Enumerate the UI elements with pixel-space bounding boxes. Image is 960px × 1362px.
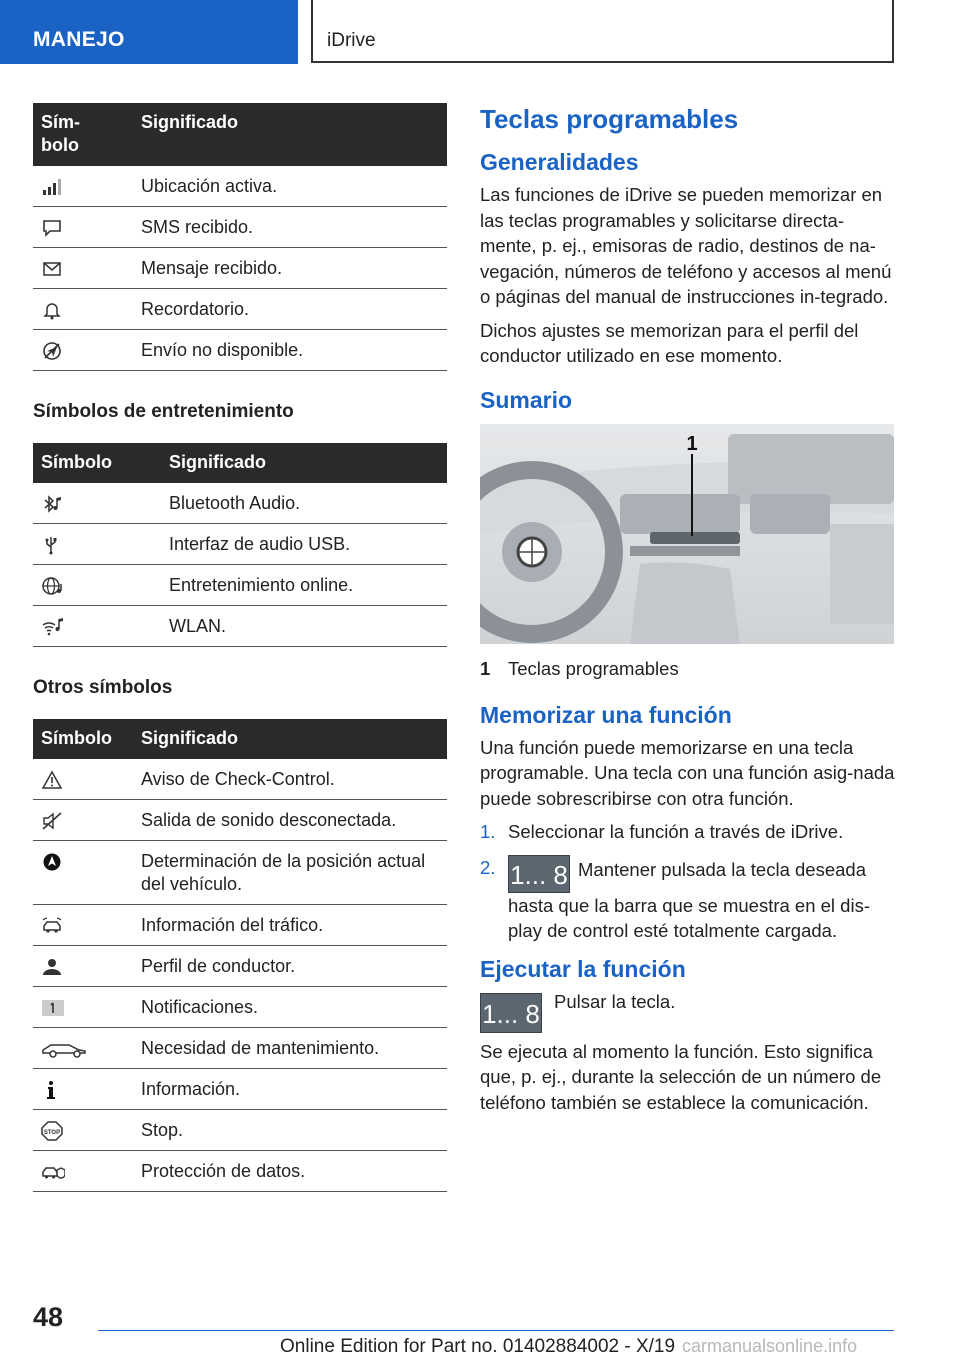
entertainment-symbols-table [33, 443, 447, 647]
table-row [33, 166, 447, 207]
car-service-icon [41, 1039, 89, 1059]
chapter-tab [311, 0, 894, 63]
row-text: Bluetooth Audio. [161, 483, 447, 524]
column-header-symbol: Sím- bolo [33, 103, 133, 166]
summary-heading: Sumario [480, 386, 573, 413]
row-text: Entretenimiento online. [161, 565, 447, 606]
row-text: Stop. [133, 1110, 447, 1151]
bluetooth-audio-icon [41, 494, 65, 514]
row-text: Salida de sonido desconectada. [133, 800, 447, 841]
footer-edition: Online Edition for Part no. 01402884002 - X/19 [280, 1336, 676, 1357]
table-row [33, 524, 447, 565]
row-text: Aviso de Check-Control. [133, 759, 447, 800]
table-row [33, 1028, 447, 1069]
table-row [33, 207, 447, 248]
favorite-key-icon: 1... 8 [480, 993, 542, 1033]
table-row [33, 330, 447, 371]
section-title: MANEJO [33, 28, 125, 51]
figure-caption [480, 658, 898, 680]
table-row [33, 905, 447, 946]
caption-number: 1 [480, 657, 491, 679]
page-number: 48 [33, 1302, 64, 1332]
row-text: Perfil de conductor. [133, 946, 447, 987]
step-text: Seleccionar la función a través de iDrive. [508, 821, 844, 842]
table-row [33, 800, 447, 841]
column-header-meaning: Significado [161, 443, 447, 483]
table-row [33, 248, 447, 289]
step-number: 1. [480, 821, 496, 842]
right-column [480, 100, 898, 1123]
step-number: 2. [480, 856, 496, 878]
store-paragraph: Una función puede memorizarse en una tecla programable. Una tecla con una función asig-nada puede sobrescribirse con otra función. [480, 736, 895, 809]
row-text: Información del tráfico. [133, 905, 447, 946]
store-heading: Memorizar una función [480, 701, 732, 728]
bell-icon [41, 300, 65, 320]
send-disabled-icon [41, 341, 65, 361]
column-header-symbol: Símbolo [33, 719, 133, 759]
general-paragraph: Las funciones de iDrive se pueden memorizar en las teclas programables y solicitarse directa-mente, p. ej., emisoras de radio, destinos de na-vegación, números de teléfono y accesos al menú o páginas del manual de instrucciones in-tegrado. [480, 184, 892, 307]
chapter-title: iDrive [327, 30, 376, 51]
table-row [33, 759, 447, 800]
row-text: Interfaz de audio USB. [161, 524, 447, 565]
row-text: Mensaje recibido. [133, 248, 447, 289]
table-row [33, 1151, 447, 1192]
row-text: Notificaciones. [133, 987, 447, 1028]
stop-sign-icon [41, 1121, 65, 1141]
navigation-arrow-icon [41, 852, 65, 872]
warning-triangle-icon [41, 770, 65, 790]
run-paragraph: Pulsar la tecla. [554, 990, 676, 1012]
table-row [33, 1069, 447, 1110]
left-column [33, 103, 447, 1192]
list-item [480, 819, 898, 845]
footer-divider [98, 1330, 894, 1331]
driver-profile-icon [41, 957, 65, 977]
chat-bubble-icon [41, 218, 65, 238]
list-item [480, 855, 898, 944]
entertainment-heading: Símbolos de entretenimiento [33, 401, 294, 422]
general-paragraph-2: Dichos ajustes se memorizan para el perfil del conductor utilizado en ese momento. [480, 319, 859, 366]
row-text: Envío no disponible. [133, 330, 447, 371]
online-entertainment-icon [41, 576, 65, 596]
table-row [33, 841, 447, 905]
info-icon [41, 1080, 65, 1100]
row-text: Recordatorio. [133, 289, 447, 330]
section-tab [0, 0, 298, 64]
table-row [33, 987, 447, 1028]
signal-bars-icon [41, 177, 65, 197]
usb-icon [41, 535, 65, 555]
table-row [33, 1110, 447, 1151]
favorite-key-icon: 1... 8 [508, 855, 570, 893]
step-text: Mantener pulsada la tecla deseada hasta que la barra que se muestra en el dis-play de control esté totalmente cargada. [508, 858, 870, 941]
table-row [33, 565, 447, 606]
others-heading: Otros símbolos [33, 677, 173, 698]
run-paragraph-2: Se ejecuta al momento la función. Esto significa que, p. ej., durante la selección de un número de teléfono también se establece la comunicación. [480, 1040, 882, 1113]
run-heading: Ejecutar la función [480, 955, 686, 982]
traffic-info-icon [41, 916, 65, 936]
data-protection-icon [41, 1162, 65, 1182]
column-header-meaning: Significado [133, 719, 447, 759]
row-text: Necesidad de mantenimiento. [133, 1028, 447, 1069]
callout-number: 1 [686, 432, 698, 455]
run-block [480, 989, 898, 1039]
wlan-music-icon [41, 617, 65, 637]
row-text: Información. [133, 1069, 447, 1110]
store-steps [480, 819, 898, 944]
speaker-muted-icon [41, 811, 65, 831]
column-header-meaning: Significado [133, 103, 447, 166]
row-text: WLAN. [161, 606, 447, 647]
general-heading: Generalidades [480, 149, 639, 175]
page-title: Teclas programables [480, 104, 739, 134]
notification-box-icon [41, 998, 65, 1018]
row-text: Ubicación activa. [133, 166, 447, 207]
table-row [33, 606, 447, 647]
caption-text: Teclas programables [508, 657, 679, 679]
column-header-symbol: Símbolo [33, 443, 161, 483]
svg-text:STOP: STOP [43, 1130, 61, 1137]
table-row [33, 483, 447, 524]
dashboard-illustration [480, 424, 894, 644]
watermark: carmanualsonline.info [682, 1336, 858, 1356]
other-symbols-table [33, 719, 447, 1192]
envelope-icon [41, 259, 65, 279]
table-row [33, 946, 447, 987]
row-text: Protección de datos. [133, 1151, 447, 1192]
general-symbols-table [33, 103, 447, 371]
row-text: Determinación de la posición actual del vehículo. [133, 841, 447, 905]
table-row [33, 289, 447, 330]
row-text: SMS recibido. [133, 207, 447, 248]
